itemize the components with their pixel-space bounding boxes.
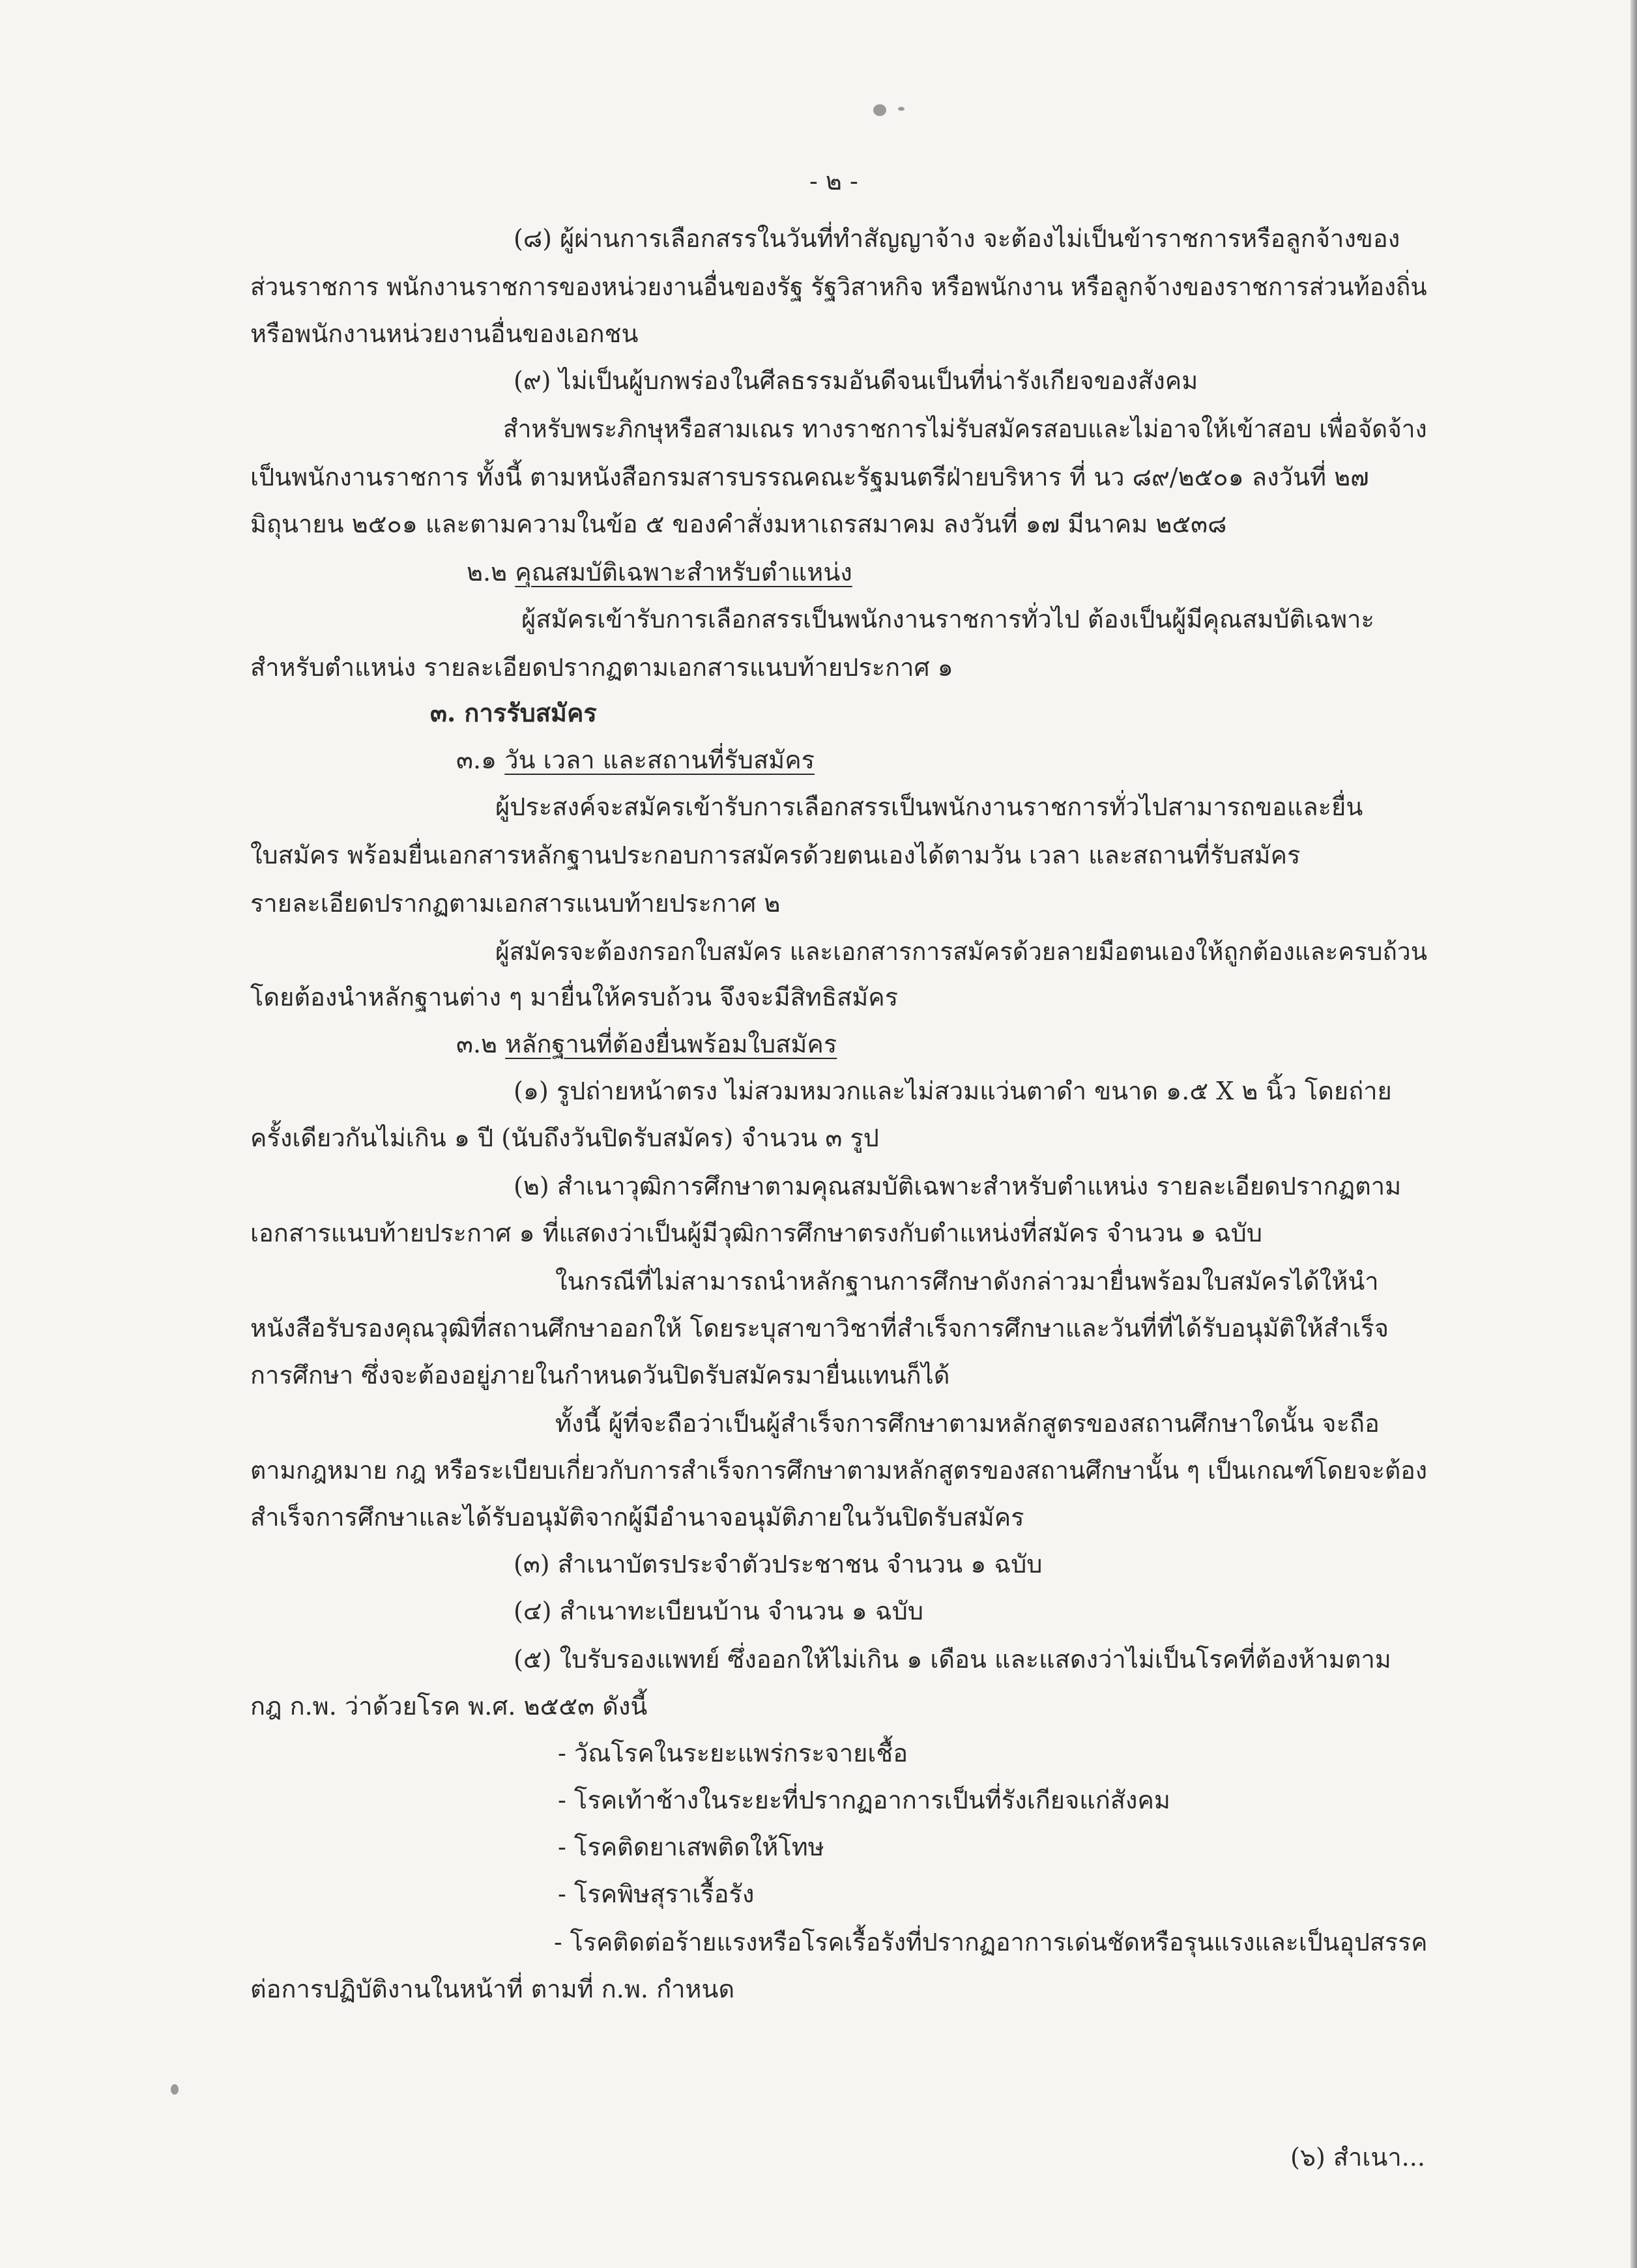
list-item: - วัณโรคในระยะแพร่กระจายเชื้อ bbox=[558, 1739, 908, 1767]
list-item: - โรคติดยาเสพติดให้โทษ bbox=[558, 1833, 824, 1861]
page-number: - ๒ - bbox=[809, 167, 858, 196]
text-line: เป็นพนักงานราชการ ทั้งนี้ ตามหนังสือกรมสารบรรณคณะรัฐมนตรีฝ่ายบริหาร ที่ นว ๘๙/๒๕๐๑ ลงวันที่ ๒๗ bbox=[250, 463, 1369, 491]
scan-speck bbox=[873, 104, 886, 116]
text-line: เอกสารแนบท้ายประกาศ ๑ ที่แสดงว่าเป็นผู้มีวุฒิการศึกษาตรงกับตำแหน่งที่สมัคร จำนวน ๑ ฉบับ bbox=[250, 1219, 1263, 1247]
subsection-heading bbox=[456, 1026, 837, 1062]
text-line: ทั้งนี้ ผู้ที่จะถือว่าเป็นผู้สำเร็จการศึกษาตามหลักสูตรของสถานศึกษาใดนั้น จะถือ bbox=[555, 1409, 1380, 1438]
text-line: ผู้สมัครจะต้องกรอกใบสมัคร และเอกสารการสมัครด้วยลายมือตนเองให้ถูกต้องและครบถ้วน bbox=[495, 937, 1428, 966]
text-line: รายละเอียดปรากฏตามเอกสารแนบท้ายประกาศ ๒ bbox=[250, 889, 781, 918]
footer-continuation: (๖) สำเนา... bbox=[1290, 2143, 1425, 2172]
text-line: มิถุนายน ๒๕๐๑ และตามความในข้อ ๕ ของคำสั่งมหาเถรสมาคม ลงวันที่ ๑๗ มีนาคม ๒๕๓๘ bbox=[250, 510, 1227, 538]
subsection-number: ๒.๒ bbox=[467, 558, 515, 587]
text-line: (๔) สำเนาทะเบียนบ้าน จำนวน ๑ ฉบับ bbox=[514, 1597, 923, 1625]
text-line: สำหรับพระภิกษุหรือสามเณร ทางราชการไม่รับสมัครสอบและไม่อาจให้เข้าสอบ เพื่อจัดจ้าง bbox=[503, 414, 1427, 443]
scan-speck bbox=[898, 107, 905, 111]
text-line: ผู้สมัครเข้ารับการเลือกสรรเป็นพนักงานราชการทั่วไป ต้องเป็นผู้มีคุณสมบัติเฉพาะ bbox=[521, 605, 1374, 633]
text-line: สำหรับตำแหน่ง รายละเอียดปรากฏตามเอกสารแนบท้ายประกาศ ๑ bbox=[250, 653, 953, 682]
section-heading: ๓. การรับสมัคร bbox=[430, 698, 597, 727]
scan-speck bbox=[171, 2084, 179, 2095]
text-line: ต่อการปฏิบัติงานในหน้าที่ ตามที่ ก.พ. กำหนด bbox=[250, 1975, 735, 2003]
text-line: (๕) ใบรับรองแพทย์ ซึ่งออกให้ไม่เกิน ๑ เดือน และแสดงว่าไม่เป็นโรคที่ต้องห้ามตาม bbox=[514, 1645, 1391, 1674]
text-line: ครั้งเดียวกันไม่เกิน ๑ ปี (นับถึงวันปิดรับสมัคร) จำนวน ๓ รูป bbox=[250, 1124, 879, 1152]
text-line: ในกรณีที่ไม่สามารถนำหลักฐานการศึกษาดังกล่าวมายื่นพร้อมใบสมัครได้ให้นำ bbox=[555, 1267, 1379, 1296]
text-line: โดยต้องนำหลักฐานต่าง ๆ มายื่นให้ครบถ้วน จึงจะมีสิทธิสมัคร bbox=[250, 983, 899, 1011]
text-line: ส่วนราชการ พนักงานราชการของหน่วยงานอื่นของรัฐ รัฐวิสาหกิจ หรือพนักงาน หรือลูกจ้างของราชการส่วนท้องถิ่น bbox=[250, 272, 1427, 301]
subsection-title: คุณสมบัติเฉพาะสำหรับตำแหน่ง bbox=[515, 558, 852, 587]
text-line: (๒) สำเนาวุฒิการศึกษาตามคุณสมบัติเฉพาะสำหรับตำแหน่ง รายละเอียดปรากฏตาม bbox=[514, 1172, 1402, 1200]
text-line: ตามกฎหมาย กฎ หรือระเบียบเกี่ยวกับการสำเร็จการศึกษาตามหลักสูตรของสถานศึกษานั้น ๆ เป็นเกณฑ์โดยจะต้อง bbox=[250, 1456, 1428, 1485]
list-item: - โรคพิษสุราเรื้อรัง bbox=[558, 1880, 755, 1908]
subsection-title: วัน เวลา และสถานที่รับสมัคร bbox=[504, 746, 815, 774]
subsection-number: ๓.๑ bbox=[456, 746, 505, 774]
text-line: (๙) ไม่เป็นผู้บกพร่องในศีลธรรมอันดีจนเป็นที่น่ารังเกียจของสังคม bbox=[514, 366, 1198, 395]
text-line: หนังสือรับรองคุณวุฒิที่สถานศึกษาออกให้ โดยระบุสาขาวิชาที่สำเร็จการศึกษาและวันที่ที่ได้รับอนุมัติให้สำเร็จ bbox=[250, 1314, 1389, 1343]
list-item: - โรคติดต่อร้ายแรงหรือโรคเรื้อรังที่ปรากฏอาการเด่นชัดหรือรุนแรงและเป็นอุปสรรค bbox=[554, 1928, 1428, 1956]
text-line: กฎ ก.พ. ว่าด้วยโรค พ.ศ. ๒๕๕๓ ดังนี้ bbox=[250, 1692, 648, 1721]
text-line: ผู้ประสงค์จะสมัครเข้ารับการเลือกสรรเป็นพนักงานราชการทั่วไปสามารถขอและยื่น bbox=[495, 792, 1363, 821]
text-line: (๑) รูปถ่ายหน้าตรง ไม่สวมหมวกและไม่สวมแว่นตาดำ ขนาด ๑.๕ X ๒ นิ้ว โดยถ่าย bbox=[514, 1077, 1392, 1105]
text-line: การศึกษา ซึ่งจะต้องอยู่ภายในกำหนดวันปิดรับสมัครมายื่นแทนก็ได้ bbox=[250, 1361, 950, 1389]
scan-edge-shadow bbox=[1630, 0, 1637, 2268]
subsection-heading bbox=[467, 554, 852, 590]
text-line: (๘) ผู้ผ่านการเลือกสรรในวันที่ทำสัญญาจ้าง จะต้องไม่เป็นข้าราชการหรือลูกจ้างของ bbox=[514, 224, 1400, 253]
text-line: ใบสมัคร พร้อมยื่นเอกสารหลักฐานประกอบการสมัครด้วยตนเองได้ตามวัน เวลา และสถานที่รับสมัคร bbox=[250, 841, 1301, 869]
text-line: (๓) สำเนาบัตรประจำตัวประชาชน จำนวน ๑ ฉบับ bbox=[514, 1550, 1043, 1578]
subsection-heading bbox=[456, 742, 815, 778]
subsection-title: หลักฐานที่ต้องยื่นพร้อมใบสมัคร bbox=[505, 1030, 837, 1058]
text-line: สำเร็จการศึกษาและได้รับอนุมัติจากผู้มีอำนาจอนุมัติภายในวันปิดรับสมัคร bbox=[250, 1503, 1024, 1532]
subsection-number: ๓.๒ bbox=[456, 1030, 506, 1058]
list-item: - โรคเท้าช้างในระยะที่ปรากฏอาการเป็นที่รังเกียจแก่สังคม bbox=[558, 1786, 1170, 1814]
text-line: หรือพนักงานหน่วยงานอื่นของเอกชน bbox=[250, 319, 639, 348]
